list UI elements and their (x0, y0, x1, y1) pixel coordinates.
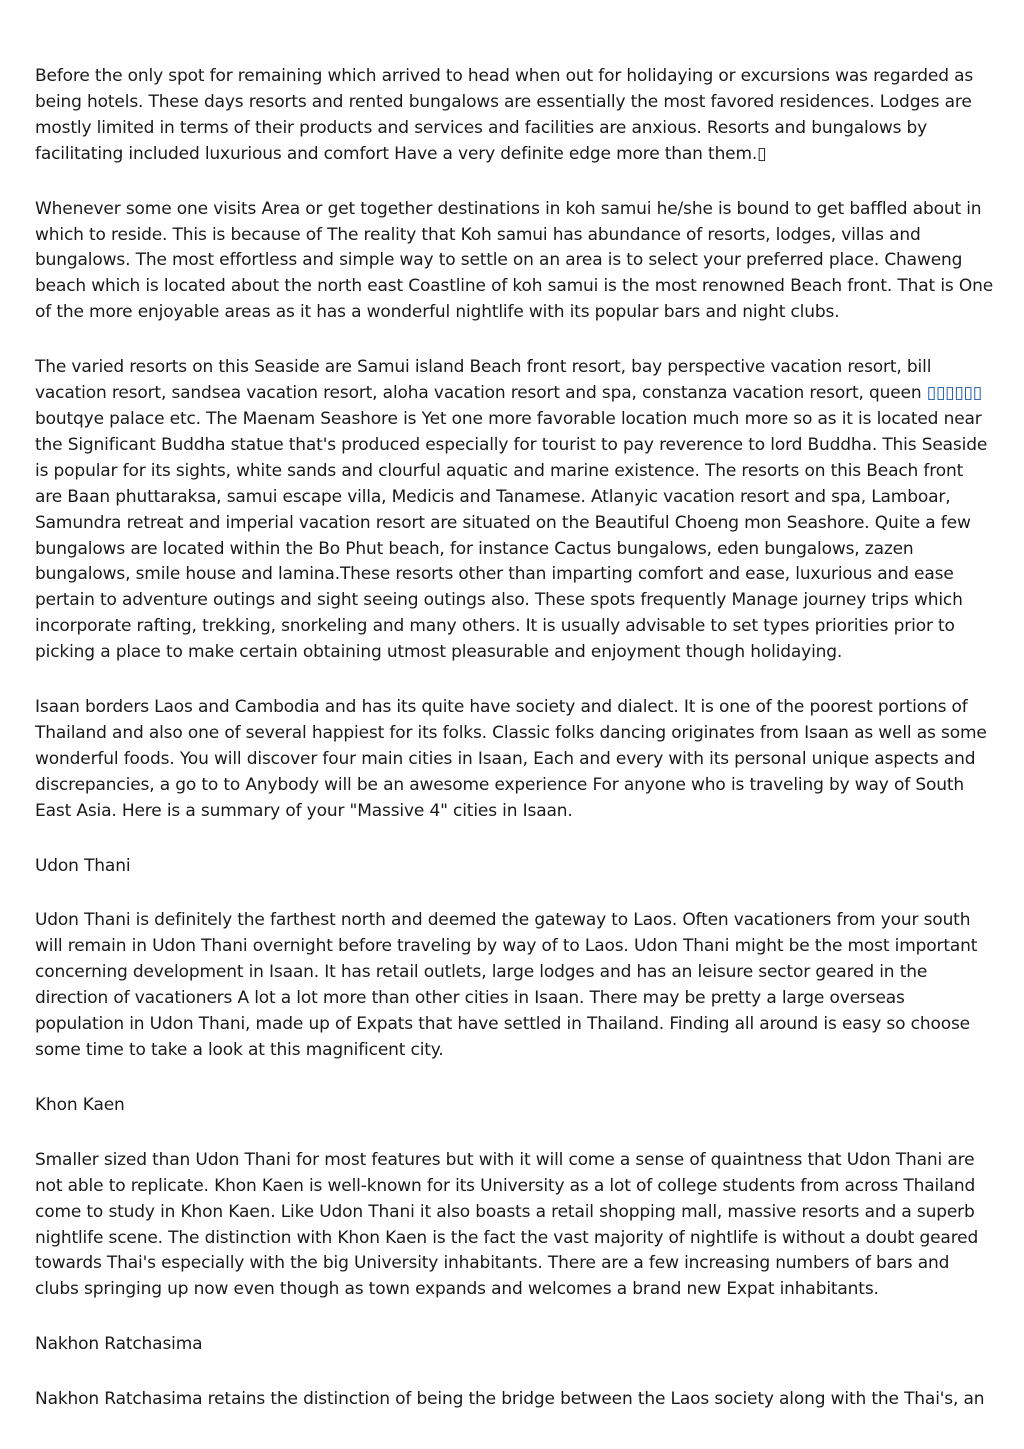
paragraph-nakhon-ratchasima: Nakhon Ratchasima retains the distinction of being the bridge between the Laos society along with the Thai's, an (35, 1389, 985, 1410)
paragraph-resorts-text-end: boutqye palace etc. The Maenam Seashore is Yet one more favorable location much more so as it is located near the Significant Buddha statue that's produced especially for tourist to pay reverence to lord Buddha. This Seaside is popular for its sights, white sands and clourful aquatic and marine existence. The resorts on this Beach front are Baan phuttaraksa, samui escape villa, Medicis and Tanamese. Atlanyic vacation resort and spa, Lamboar, Samundra retreat and imperial vacation resort are situated on the Beautiful Choeng mon Seashore. Quite a few bungalows are located within the Bo Phut beach, for instance Cactus bungalows, eden bungalows, zazen bungalows, smile house and lamina.These resorts other than imparting comfort and ease, luxurious and ease pertain to adventure outings and sight seeing outings also. These spots frequently Manage journey trips which incorporate rafting, trekking, snorkeling and many others. It is usually advisable to set types priorities prior to picking a place to make certain obtaining utmost pleasurable and enjoyment though holidaying. (35, 408, 988, 663)
heading-nakhon-ratchasima: Nakhon Ratchasima (35, 1334, 203, 1355)
heading-udon-thani: Udon Thani (35, 855, 131, 876)
inline-link[interactable]: ▯▯▯▯▯▯ (926, 383, 982, 404)
paragraph-udon-thani: Udon Thani is definitely the farthest north and deemed the gateway to Laos. Often vacationers from your south will remain in Udon Thani overnight before traveling by way of to Laos. Udon Thani might be the most important concerning development in Isaan. It has retail outlets, large lodges and has an leisure sector geared in the direction of vacationers A lot a lot more than other cities in Isaan. There may be pretty a large overseas population in Udon Thani, made up of Expats that have settled in Thailand. Finding all around is easy so choose some time to take a look at this magnificent city. (35, 910, 978, 1060)
paragraph-koh-samui: Whenever some one visits Area or get together destinations in koh samui he/she is bound to get baffled about in which to reside. This is because of The reality that Koh samui has abundance of resorts, lodges, villas and bungalows. The most effortless and simple way to settle on an area is to select your preferred place. Chaweng beach which is located about the north east Coastline of koh samui is the most renowned Beach front. That is One of the more enjoyable areas as it has a wonderful nightlife with its popular bars and night clubs. (35, 198, 994, 323)
article-body (35, 64, 995, 1442)
paragraph-intro: Before the only spot for remaining which arrived to head when out for holidaying or excursions was regarded as being hotels. These days resorts and rented bungalows are essentially the most favored residences. Lodges are mostly limited in terms of their products and services and facilities are anxious. Resorts and bungalows by facilitating included luxurious and comfort Have a very definite edge more than them.▯ (35, 66, 974, 164)
paragraph-resorts (35, 355, 995, 666)
heading-khon-kaen: Khon Kaen (35, 1094, 125, 1115)
paragraph-khon-kaen: Smaller sized than Udon Thani for most features but with it will come a sense of quaintness that Udon Thani are not able to replicate. Khon Kaen is well-known for its University as a lot of college students from across Thailand come to study in Khon Kaen. Like Udon Thani it also boasts a retail shopping mall, massive resorts and a superb nightlife scene. The distinction with Khon Kaen is the fact the vast majority of nightlife is without a doubt geared towards Thai's especially with the big University inhabitants. There are a few increasing numbers of bars and clubs springing up now even though as town expands and welcomes a brand new Expat inhabitants. (35, 1149, 979, 1300)
paragraph-isaan: Isaan borders Laos and Cambodia and has its quite have society and dialect. It is one of the poorest portions of Thailand and also one of several happiest for its folks. Classic folks dancing originates from Isaan as well as some wonderful foods. You will discover four main cities in Isaan, Each and every with its personal unique aspects and discrepancies, a go to to Anybody will be an awesome experience For anyone who is traveling by way of South East Asia. Here is a summary of your "Massive 4" cities in Isaan. (35, 697, 987, 821)
paragraph-resorts-text-start: The varied resorts on this Seaside are Samui island Beach front resort, bay perspective vacation resort, bill vacation resort, sandsea vacation resort, aloha vacation resort and spa, constanza vacation resort, queen (35, 357, 932, 404)
